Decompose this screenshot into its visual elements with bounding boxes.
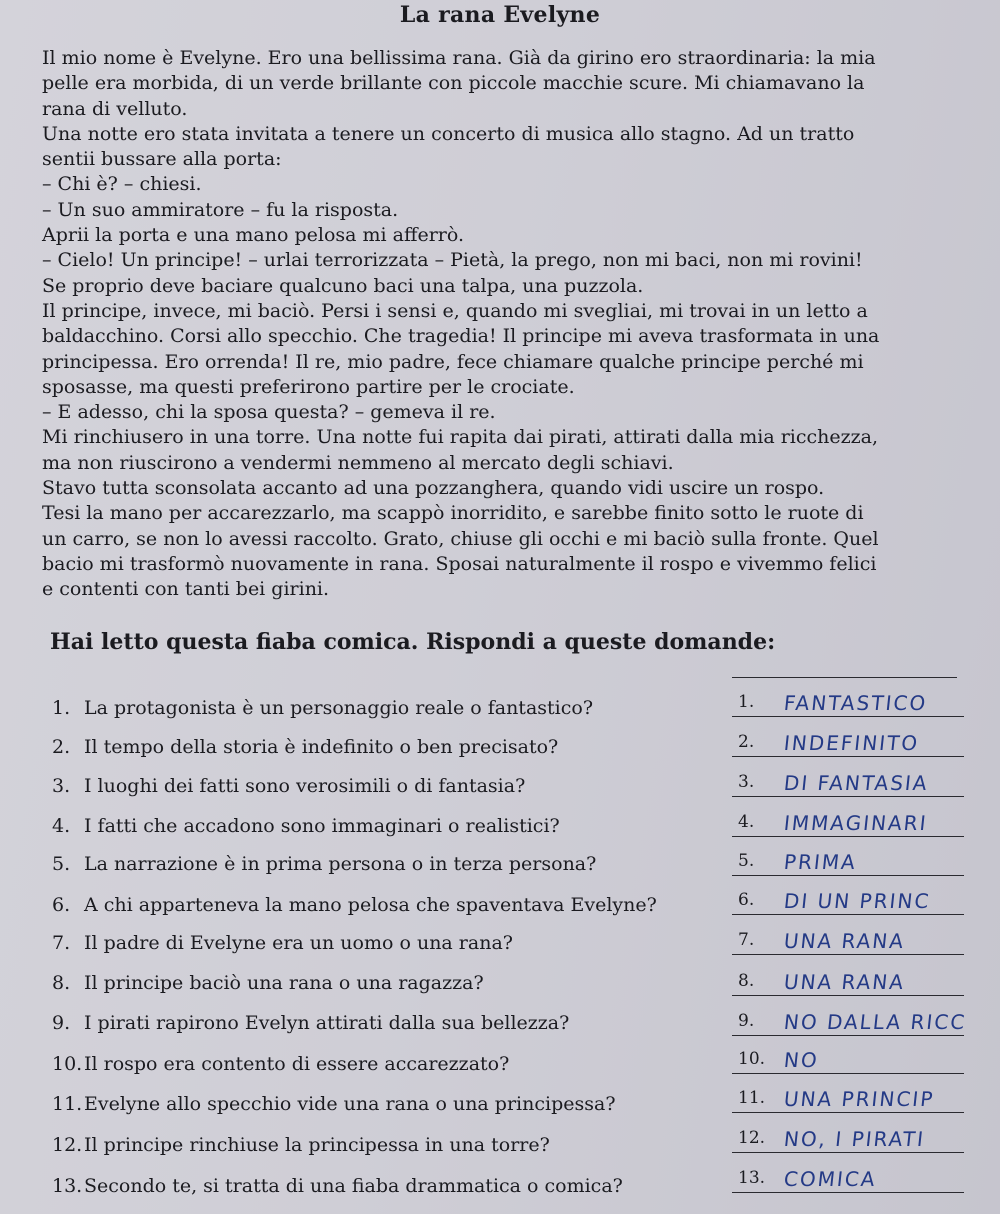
answer-number: 13. bbox=[738, 1168, 766, 1188]
question-item bbox=[52, 1093, 616, 1115]
handwritten-answer: NO, I PIRATI bbox=[782, 1127, 927, 1151]
answer-number: 3. bbox=[738, 772, 755, 792]
story-line: Il mio nome è Evelyne. Ero una bellissima rana. Già da girino ero straordinaria: la mia bbox=[42, 47, 876, 69]
answer-top-rule bbox=[732, 677, 957, 678]
story-line: pelle era morbida, di un verde brillante con piccole macchie scure. Mi chiamavano la bbox=[42, 72, 865, 95]
answer-line[interactable] bbox=[732, 730, 964, 757]
question-text: Il tempo della storia è indefinito o ben precisato? bbox=[84, 736, 559, 758]
question-number: 5. bbox=[52, 853, 71, 875]
question-text: Il principe rinchiuse la principessa in una torre? bbox=[84, 1134, 550, 1156]
question-item bbox=[52, 1053, 509, 1075]
question-number: 11. bbox=[52, 1093, 83, 1115]
answer-line[interactable] bbox=[732, 849, 964, 876]
answer-line[interactable] bbox=[732, 810, 964, 837]
question-item bbox=[52, 894, 657, 916]
answer-line[interactable] bbox=[732, 690, 964, 717]
story-line: rana di velluto. bbox=[42, 97, 188, 120]
story-line: Aprii la porta e una mano pelosa mi afferrò. bbox=[42, 224, 465, 247]
questions-instruction: Hai letto questa fiaba comica. Rispondi a queste domande: bbox=[50, 629, 776, 655]
handwritten-answer: FANTASTICO bbox=[782, 691, 929, 715]
handwritten-answer: UNA RANA bbox=[782, 929, 907, 953]
answer-line[interactable] bbox=[732, 1126, 964, 1153]
question-text: I fatti che accadono sono immaginari o realistici? bbox=[84, 815, 560, 837]
story-line: bacio mi trasformò nuovamente in rana. Sposai naturalmente il rospo e vivemmo felici bbox=[42, 552, 877, 575]
answer-number: 11. bbox=[738, 1088, 766, 1108]
question-number: 9. bbox=[52, 1012, 71, 1034]
question-item bbox=[52, 1175, 623, 1197]
question-item bbox=[52, 736, 558, 758]
answer-number: 7. bbox=[738, 930, 755, 950]
question-text: Il principe baciò una rana o una ragazza? bbox=[84, 972, 484, 994]
handwritten-answer: IMMAGINARI bbox=[782, 811, 929, 835]
answer-number: 9. bbox=[738, 1011, 755, 1031]
answer-line[interactable] bbox=[732, 1047, 964, 1074]
handwritten-answer: COMICA bbox=[782, 1167, 878, 1191]
story-title: La rana Evelyne bbox=[399, 2, 601, 28]
handwritten-answer: NO DALLA RICC bbox=[782, 1010, 968, 1034]
story-line: Stavo tutta sconsolata accanto ad una pozzanghera, quando vidi uscire un rospo. bbox=[42, 477, 825, 500]
question-text: I luoghi dei fatti sono verosimili o di fantasia? bbox=[84, 775, 526, 797]
story-text bbox=[42, 46, 972, 603]
question-text: Il rospo era contento di essere accarezzato? bbox=[84, 1053, 510, 1075]
answer-number: 2. bbox=[738, 732, 755, 752]
answer-line[interactable] bbox=[732, 888, 964, 915]
story-line: Tesi la mano per accarezzarlo, ma scappò inorridito, e sarebbe finito sotto le ruote di bbox=[42, 502, 864, 525]
story-line: e contenti con tanti bei girini. bbox=[42, 578, 330, 601]
question-text: Secondo te, si tratta di una fiaba drammatica o comica? bbox=[84, 1175, 623, 1197]
answer-number: 6. bbox=[738, 890, 755, 910]
story-line: sentii bussare alla porta: bbox=[42, 148, 282, 171]
question-text: Evelyne allo specchio vide una rana o una principessa? bbox=[84, 1093, 616, 1115]
story-line: sposasse, ma questi preferirono partire per le crociate. bbox=[42, 375, 575, 398]
story-line: baldacchino. Corsi allo specchio. Che tragedia! Il principe mi aveva trasformata in una bbox=[42, 325, 880, 348]
question-number: 2. bbox=[52, 736, 71, 758]
story-line: principessa. Ero orrenda! Il re, mio padre, fece chiamare qualche principe perché mi bbox=[42, 350, 864, 373]
question-text: Il padre di Evelyne era un uomo o una rana? bbox=[84, 932, 513, 954]
handwritten-answer: PRIMA bbox=[782, 850, 859, 874]
answer-number: 5. bbox=[738, 851, 755, 871]
story-line: – E adesso, chi la sposa questa? – gemeva il re. bbox=[42, 401, 496, 424]
story-line: Mi rinchiusero in una torre. Una notte fui rapita dai pirati, attirati dalla mia ricchezza, bbox=[42, 426, 879, 449]
question-item bbox=[52, 932, 513, 954]
question-item bbox=[52, 815, 560, 837]
handwritten-answer: UNA PRINCIP bbox=[782, 1087, 936, 1111]
story-line: – Chi è? – chiesi. bbox=[42, 173, 202, 196]
story-line: un carro, se non lo avessi raccolto. Grato, chiuse gli occhi e mi baciò sulla fronte. Quel bbox=[42, 527, 879, 550]
question-number: 1. bbox=[52, 697, 71, 719]
question-text: La narrazione è in prima persona o in terza persona? bbox=[84, 853, 597, 875]
answer-line[interactable] bbox=[732, 1086, 964, 1113]
question-number: 4. bbox=[52, 815, 71, 837]
question-item bbox=[52, 1012, 569, 1034]
question-text: I pirati rapirono Evelyn attirati dalla sua bellezza? bbox=[84, 1012, 570, 1034]
story-line: – Cielo! Un principe! – urlai terrorizzata – Pietà, la prego, non mi baci, non mi rovini! bbox=[42, 249, 863, 272]
question-text: A chi apparteneva la mano pelosa che spaventava Evelyne? bbox=[84, 894, 657, 916]
handwritten-answer: INDEFINITO bbox=[782, 731, 921, 755]
story-line: Il principe, invece, mi baciò. Persi i sensi e, quando mi svegliai, mi trovai in un letto a bbox=[42, 299, 868, 322]
question-item bbox=[52, 775, 525, 797]
answer-line[interactable] bbox=[732, 969, 964, 996]
story-line: – Un suo ammiratore – fu la risposta. bbox=[42, 198, 399, 221]
question-text: La protagonista è un personaggio reale o fantastico? bbox=[84, 697, 594, 719]
answer-line[interactable] bbox=[732, 1166, 964, 1193]
question-number: 6. bbox=[52, 894, 71, 916]
answer-line[interactable] bbox=[732, 928, 964, 955]
answer-number: 4. bbox=[738, 812, 755, 832]
question-item bbox=[52, 853, 596, 875]
answer-number: 1. bbox=[738, 692, 755, 712]
handwritten-answer: DI FANTASIA bbox=[782, 771, 930, 795]
question-item bbox=[52, 697, 593, 719]
question-number: 13. bbox=[52, 1175, 83, 1197]
story-line: ma non riuscirono a vendermi nemmeno al mercato degli schiavi. bbox=[42, 451, 674, 474]
handwritten-answer: DI UN PRINC bbox=[782, 889, 932, 913]
question-item bbox=[52, 1134, 550, 1156]
answer-number: 8. bbox=[738, 971, 755, 991]
story-line: Se proprio deve baciare qualcuno baci una talpa, una puzzola. bbox=[42, 274, 644, 297]
handwritten-answer: UNA RANA bbox=[782, 970, 907, 994]
question-number: 12. bbox=[52, 1134, 83, 1156]
handwritten-answer: NO bbox=[782, 1048, 820, 1072]
answer-number: 10. bbox=[738, 1049, 766, 1069]
question-number: 7. bbox=[52, 932, 71, 954]
question-item bbox=[52, 972, 484, 994]
answer-line[interactable] bbox=[732, 770, 964, 797]
answer-number: 12. bbox=[738, 1128, 766, 1148]
question-number: 10. bbox=[52, 1053, 83, 1075]
answer-line[interactable] bbox=[732, 1009, 968, 1036]
question-number: 3. bbox=[52, 775, 71, 797]
story-line: Una notte ero stata invitata a tenere un concerto di musica allo stagno. Ad un tratto bbox=[42, 122, 855, 145]
question-number: 8. bbox=[52, 972, 71, 994]
